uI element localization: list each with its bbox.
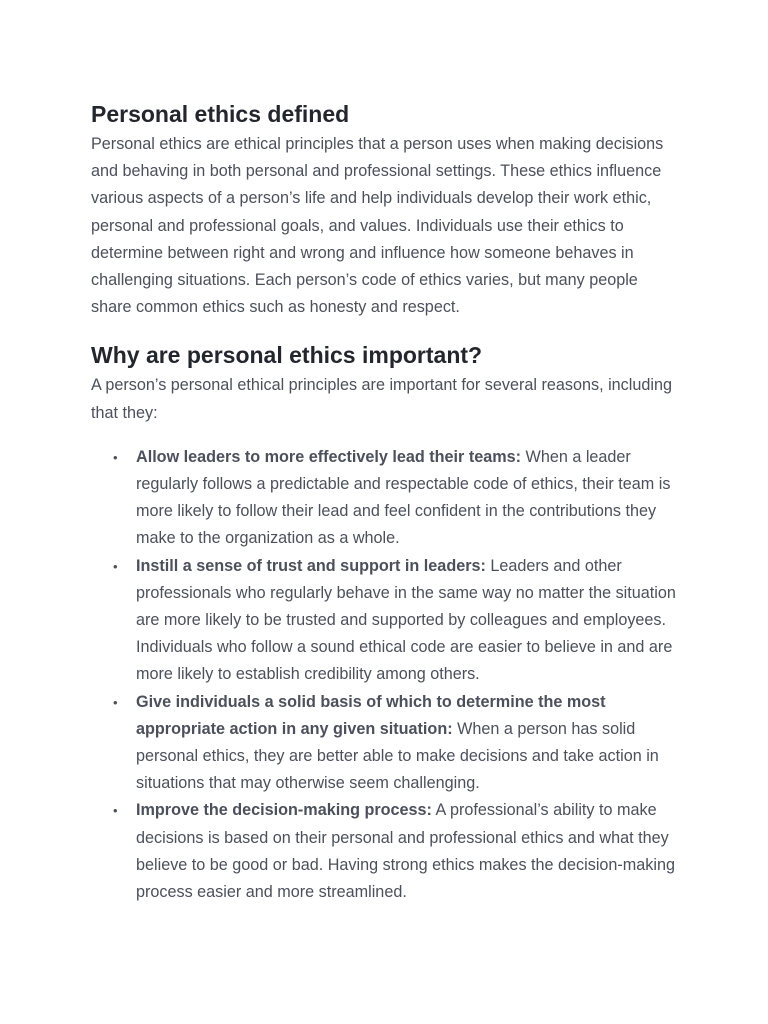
section-paragraph: Personal ethics are ethical principles that a person uses when making decisions and behaving in both personal and professional settings. These ethics influence various aspects of a person’s life and help individuals develop their work ethic, personal and professional goals, and values. Individuals use their ethics to determine between right and wrong and influence how someone behaves in challenging situations. Each person’s code of ethics varies, but many people share common ethics such as honesty and respect. — [91, 135, 664, 317]
bullet-icon: • — [113, 449, 118, 465]
bullet-text: When a person has solid personal ethics, they are better able to make decisions and take action in situations that may otherwise seem challenging. — [136, 719, 659, 793]
bullet-text: Leaders and other professionals who regularly behave in the same way no matter the situation are more likely to be trusted and supported by colleagues and employees. Individuals who follow a sound ethical code are easier to believe in and are more likely to establish credibility among others. — [136, 556, 676, 684]
bullet-list — [91, 444, 678, 906]
list-item — [113, 553, 678, 689]
list-item — [113, 689, 678, 798]
bullet-icon: • — [113, 558, 118, 574]
section-heading: Personal ethics defined — [91, 101, 350, 127]
bullet-icon: • — [113, 803, 118, 819]
bullet-lead: Allow leaders to more effectively lead their teams: — [136, 447, 522, 466]
list-item — [113, 797, 678, 906]
bullet-lead: Give individuals a solid basis of which to determine the most appropriate action in any given situation: — [136, 692, 606, 738]
bullet-text: A professional’s ability to make decisions is based on their personal and professional ethics and what they believe to be good or bad. Having strong ethics makes the decision-making process easier and more streamlined. — [136, 801, 675, 902]
section-intro: A person’s personal ethical principles are important for several reasons, including that they: — [91, 376, 672, 422]
bullet-lead: Instill a sense of trust and support in leaders: — [136, 556, 486, 575]
bullet-lead: Improve the decision-making process: — [136, 801, 432, 820]
list-item — [113, 444, 678, 553]
section-heading: Why are personal ethics important? — [91, 342, 483, 369]
bullet-text: When a leader regularly follows a predictable and respectable code of ethics, their team is more likely to follow their lead and feel confident in the contributions they make to the organization as a whole. — [136, 447, 671, 548]
bullet-icon: • — [113, 694, 118, 710]
